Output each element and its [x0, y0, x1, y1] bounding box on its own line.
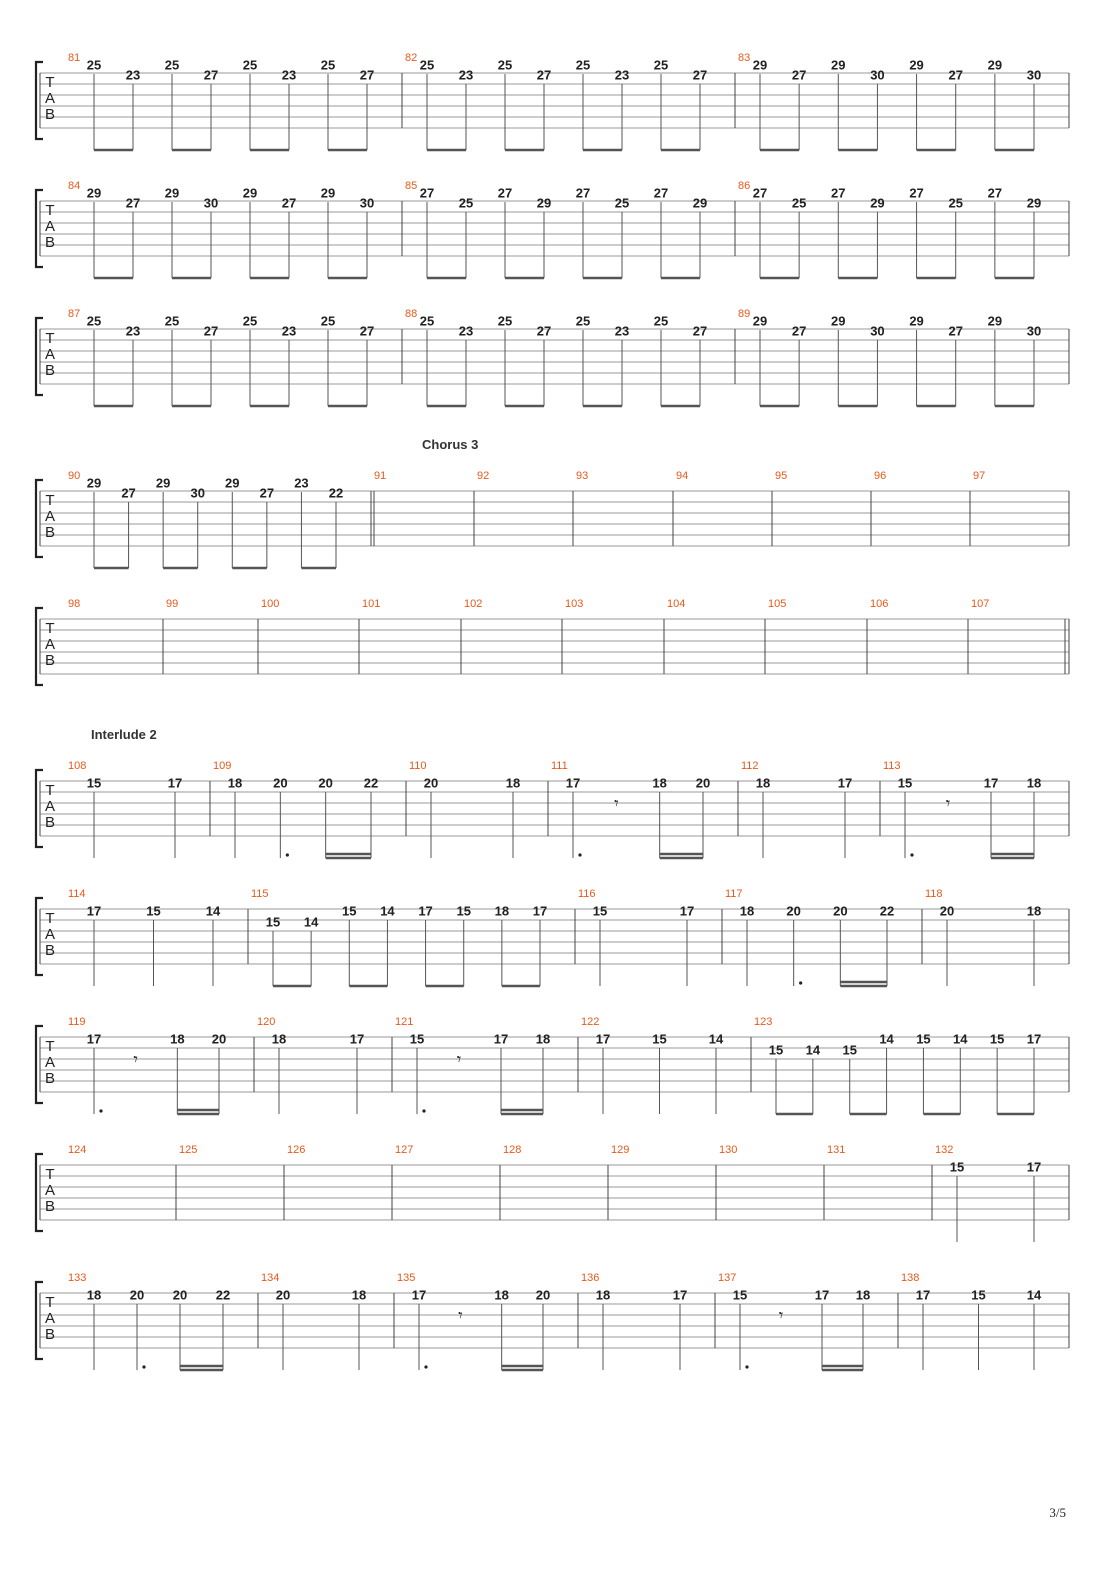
- fret-number: 17: [411, 1287, 427, 1303]
- fret-number: 27: [987, 185, 1003, 201]
- measure-number: 125: [179, 1144, 198, 1156]
- measure-number: 102: [464, 598, 483, 610]
- fret-number: 17: [349, 1031, 365, 1047]
- dot: [578, 853, 581, 856]
- fret-number: 18: [170, 1031, 185, 1047]
- fret-number: 22: [215, 1287, 231, 1303]
- measure-number: 111: [551, 760, 568, 772]
- measure-number: 123: [754, 1016, 773, 1028]
- fret-number: 27: [909, 185, 924, 201]
- eighth-rest: 𝄾: [456, 1050, 462, 1069]
- measure-number: 101: [362, 598, 381, 610]
- measure-number: 132: [935, 1144, 954, 1156]
- fret-number: 27: [203, 67, 219, 83]
- measure-number: 96: [874, 470, 887, 482]
- tab-clef-letter: A: [44, 508, 56, 525]
- fret-number: 25: [320, 57, 336, 73]
- measure-number: 134: [261, 1272, 280, 1284]
- measure-number: 119: [68, 1016, 86, 1028]
- tab-clef-letter: B: [44, 1070, 56, 1087]
- measure-number: 108: [68, 760, 87, 772]
- measure-number: 129: [611, 1144, 630, 1156]
- fret-number: 23: [281, 67, 297, 83]
- fret-number: 18: [535, 1031, 551, 1047]
- fret-number: 14: [953, 1031, 968, 1047]
- fret-number: 15: [652, 1031, 667, 1047]
- fret-number: 29: [242, 185, 258, 201]
- fret-number: 17: [167, 775, 183, 791]
- fret-number: 23: [125, 323, 141, 339]
- fret-number: 25: [419, 313, 435, 329]
- fret-number: 18: [739, 903, 755, 919]
- fret-number: 18: [227, 775, 243, 791]
- page-number: 3/5: [1049, 1505, 1066, 1520]
- fret-number: 17: [532, 903, 548, 919]
- fret-number: 23: [281, 323, 297, 339]
- eighth-rest: 𝄾: [778, 1306, 784, 1325]
- tab-clef-letter: T: [45, 782, 55, 799]
- tab-clef-letter: B: [44, 362, 56, 379]
- fret-number: 27: [791, 67, 807, 83]
- fret-number: 18: [755, 775, 771, 791]
- fret-number: 22: [879, 903, 895, 919]
- measure-number: 105: [768, 598, 787, 610]
- fret-number: 20: [318, 775, 333, 791]
- fret-number: 29: [831, 313, 846, 329]
- fret-number: 25: [86, 313, 102, 329]
- fret-number: 17: [672, 1287, 688, 1303]
- fret-number: 14: [380, 903, 395, 919]
- measure-number: 98: [68, 598, 81, 610]
- fret-number: 17: [679, 903, 695, 919]
- fret-number: 30: [203, 195, 219, 211]
- measure-number: 83: [738, 52, 751, 64]
- measure-number: 115: [251, 888, 269, 900]
- fret-number: 25: [164, 313, 180, 329]
- tab-clef-letter: A: [44, 218, 56, 235]
- measure-number: 124: [68, 1144, 87, 1156]
- fret-number: 18: [505, 775, 521, 791]
- fret-number: 29: [987, 57, 1003, 73]
- fret-number: 29: [536, 195, 552, 211]
- fret-number: 29: [909, 57, 924, 73]
- measure-number: 84: [68, 180, 81, 192]
- measure-number: 131: [827, 1144, 846, 1156]
- fret-number: 25: [653, 57, 669, 73]
- measure-number: 91: [374, 470, 387, 482]
- fret-number: 18: [86, 1287, 102, 1303]
- dot: [910, 853, 913, 856]
- fret-number: 25: [242, 57, 258, 73]
- fret-number: 18: [855, 1287, 871, 1303]
- fret-number: 18: [1026, 775, 1042, 791]
- tab-clef-letter: T: [45, 620, 55, 637]
- fret-number: 20: [273, 775, 288, 791]
- fret-number: 25: [242, 313, 258, 329]
- measure-number: 90: [68, 470, 81, 482]
- measure-number: 120: [257, 1016, 276, 1028]
- fret-number: 20: [786, 903, 801, 919]
- fret-number: 25: [497, 57, 513, 73]
- fret-number: 27: [536, 323, 552, 339]
- fret-number: 15: [146, 903, 161, 919]
- fret-number: 18: [271, 1031, 287, 1047]
- fret-number: 18: [1026, 903, 1042, 919]
- fret-number: 15: [342, 903, 357, 919]
- fret-number: 15: [916, 1031, 931, 1047]
- fret-number: 30: [359, 195, 375, 211]
- fret-number: 15: [409, 1031, 425, 1047]
- tab-clef-letter: B: [44, 106, 56, 123]
- fret-number: 15: [897, 775, 913, 791]
- measure-number: 130: [719, 1144, 738, 1156]
- fret-number: 29: [987, 313, 1003, 329]
- dot: [286, 853, 289, 856]
- dot: [99, 1109, 102, 1112]
- fret-number: 29: [320, 185, 336, 201]
- fret-number: 27: [125, 195, 141, 211]
- fret-number: 27: [359, 67, 375, 83]
- fret-number: 27: [536, 67, 552, 83]
- fret-number: 20: [423, 775, 439, 791]
- staff-system: [36, 598, 1069, 685]
- measure-number: 94: [676, 470, 689, 482]
- fret-number: 15: [971, 1287, 986, 1303]
- tab-clef-letter: A: [44, 90, 56, 107]
- fret-number: 17: [493, 1031, 509, 1047]
- tab-clef-letter: A: [44, 926, 56, 943]
- eighth-rest: 𝄾: [945, 794, 951, 813]
- fret-number: 27: [281, 195, 297, 211]
- fret-number: 20: [695, 775, 711, 791]
- measure-number: 82: [405, 52, 418, 64]
- fret-number: 25: [86, 57, 102, 73]
- measure-number: 137: [718, 1272, 737, 1284]
- fret-number: 27: [692, 323, 708, 339]
- measure-number: 121: [395, 1016, 414, 1028]
- measure-number: 109: [213, 760, 232, 772]
- measure-number: 138: [901, 1272, 920, 1284]
- measure-number: 135: [397, 1272, 416, 1284]
- fret-number: 23: [458, 323, 474, 339]
- fret-number: 14: [303, 914, 319, 930]
- staff-system: [36, 437, 1069, 568]
- tab-clef-letter: A: [44, 798, 56, 815]
- fret-number: 27: [121, 485, 136, 501]
- fret-number: 17: [86, 903, 102, 919]
- fret-number: 30: [1026, 67, 1042, 83]
- fret-number: 29: [752, 57, 768, 73]
- fret-number: 17: [915, 1287, 931, 1303]
- fret-number: 29: [752, 313, 768, 329]
- fret-number: 25: [575, 57, 591, 73]
- fret-number: 27: [692, 67, 708, 83]
- staff-system: [36, 52, 1069, 150]
- fret-number: 29: [909, 313, 924, 329]
- fret-number: 18: [494, 1287, 509, 1303]
- fret-number: 27: [419, 185, 435, 201]
- staff-system: [36, 308, 1069, 406]
- fret-number: 27: [831, 185, 846, 201]
- fret-number: 25: [497, 313, 513, 329]
- fret-number: 14: [879, 1031, 894, 1047]
- staff-system: [36, 180, 1069, 278]
- tab-clef-letter: B: [44, 234, 56, 251]
- fret-number: 25: [419, 57, 435, 73]
- measure-number: 116: [578, 888, 596, 900]
- fret-number: 29: [164, 185, 180, 201]
- dot: [745, 1365, 748, 1368]
- measure-number: 95: [775, 470, 788, 482]
- measure-number: 87: [68, 308, 81, 320]
- fret-number: 25: [458, 195, 474, 211]
- eighth-rest: 𝄾: [133, 1050, 138, 1069]
- fret-number: 29: [225, 475, 240, 491]
- fret-number: 25: [791, 195, 807, 211]
- measure-number: 118: [925, 888, 943, 900]
- measure-number: 114: [68, 888, 86, 900]
- fret-number: 20: [939, 903, 955, 919]
- eighth-rest: 𝄾: [614, 794, 619, 813]
- fret-number: 15: [768, 1042, 784, 1058]
- fret-number: 15: [456, 903, 471, 919]
- tab-clef-letter: A: [44, 1054, 56, 1071]
- tab-clef-letter: A: [44, 346, 56, 363]
- fret-number: 20: [275, 1287, 291, 1303]
- fret-number: 27: [752, 185, 768, 201]
- fret-number: 22: [328, 485, 344, 501]
- tab-clef-letter: B: [44, 1326, 56, 1343]
- fret-number: 25: [575, 313, 591, 329]
- staff-system: [36, 1016, 1069, 1114]
- fret-number: 27: [948, 323, 963, 339]
- fret-number: 30: [870, 323, 885, 339]
- fret-number: 25: [653, 313, 669, 329]
- fret-number: 14: [205, 903, 221, 919]
- fret-number: 20: [833, 903, 848, 919]
- fret-number: 25: [948, 195, 963, 211]
- fret-number: 30: [870, 67, 885, 83]
- measure-number: 88: [405, 308, 418, 320]
- section-title: Chorus 3: [422, 437, 479, 452]
- fret-number: 25: [164, 57, 180, 73]
- fret-number: 17: [814, 1287, 830, 1303]
- staff-system: [36, 1144, 1069, 1242]
- fret-number: 22: [363, 775, 379, 791]
- measure-number: 122: [581, 1016, 600, 1028]
- measure-number: 93: [576, 470, 589, 482]
- tab-clef-letter: T: [45, 330, 55, 347]
- measure-number: 126: [287, 1144, 306, 1156]
- measure-number: 107: [971, 598, 990, 610]
- fret-number: 29: [870, 195, 885, 211]
- fret-number: 14: [708, 1031, 724, 1047]
- tab-clef-letter: A: [44, 636, 56, 653]
- tab-clef-letter: B: [44, 942, 56, 959]
- fret-number: 17: [837, 775, 853, 791]
- measure-number: 85: [405, 180, 418, 192]
- tab-clef-letter: B: [44, 524, 56, 541]
- fret-number: 14: [1026, 1287, 1042, 1303]
- staff-system: [36, 1272, 1069, 1370]
- fret-number: 23: [458, 67, 474, 83]
- fret-number: 27: [497, 185, 513, 201]
- measure-number: 81: [68, 52, 81, 64]
- fret-number: 29: [155, 475, 171, 491]
- fret-number: 15: [989, 1031, 1005, 1047]
- measure-number: 92: [477, 470, 490, 482]
- tab-clef-letter: B: [44, 1198, 56, 1215]
- measure-number: 113: [883, 760, 901, 772]
- fret-number: 17: [1026, 1031, 1042, 1047]
- fret-number: 23: [294, 475, 309, 491]
- tab-clef-letter: T: [45, 202, 55, 219]
- fret-number: 17: [1026, 1159, 1042, 1175]
- measure-number: 89: [738, 308, 751, 320]
- fret-number: 27: [791, 323, 807, 339]
- dot: [422, 1109, 425, 1112]
- fret-number: 29: [1026, 195, 1042, 211]
- fret-number: 18: [494, 903, 510, 919]
- fret-number: 20: [129, 1287, 145, 1303]
- fret-number: 18: [351, 1287, 367, 1303]
- fret-number: 23: [125, 67, 141, 83]
- measure-number: 99: [166, 598, 179, 610]
- fret-number: 20: [535, 1287, 551, 1303]
- fret-number: 18: [652, 775, 667, 791]
- measure-number: 117: [725, 888, 743, 900]
- fret-number: 17: [418, 903, 433, 919]
- fret-number: 20: [172, 1287, 188, 1303]
- staff-system: [36, 727, 1069, 858]
- tab-clef-letter: T: [45, 74, 55, 91]
- fret-number: 14: [805, 1042, 821, 1058]
- tab-clef-letter: T: [45, 492, 55, 509]
- fret-number: 15: [842, 1042, 857, 1058]
- fret-number: 23: [614, 67, 630, 83]
- measure-number: 133: [68, 1272, 87, 1284]
- eighth-rest: 𝄾: [458, 1306, 463, 1325]
- fret-number: 15: [86, 775, 102, 791]
- measure-number: 136: [581, 1272, 600, 1284]
- section-title: Interlude 2: [91, 727, 157, 742]
- measure-number: 104: [667, 598, 686, 610]
- measure-number: 103: [565, 598, 584, 610]
- fret-number: 15: [265, 914, 281, 930]
- fret-number: 15: [732, 1287, 748, 1303]
- measure-number: 127: [395, 1144, 414, 1156]
- fret-number: 15: [949, 1159, 965, 1175]
- measure-number: 128: [503, 1144, 522, 1156]
- fret-number: 17: [983, 775, 999, 791]
- fret-number: 20: [211, 1031, 227, 1047]
- fret-number: 29: [692, 195, 708, 211]
- tab-clef-letter: A: [44, 1310, 56, 1327]
- fret-number: 17: [595, 1031, 611, 1047]
- fret-number: 27: [948, 67, 963, 83]
- fret-number: 30: [190, 485, 205, 501]
- measure-number: 97: [973, 470, 986, 482]
- tab-clef-letter: T: [45, 1294, 55, 1311]
- tab-clef-letter: T: [45, 910, 55, 927]
- fret-number: 27: [575, 185, 591, 201]
- tab-clef-letter: A: [44, 1182, 56, 1199]
- dot: [799, 981, 802, 984]
- measure-number: 100: [261, 598, 280, 610]
- staff-system: [36, 888, 1069, 986]
- fret-number: 27: [653, 185, 669, 201]
- dot: [424, 1365, 427, 1368]
- fret-number: 17: [565, 775, 581, 791]
- dot: [142, 1365, 145, 1368]
- fret-number: 27: [259, 485, 275, 501]
- measure-number: 106: [870, 598, 889, 610]
- fret-number: 25: [614, 195, 630, 211]
- fret-number: 29: [831, 57, 846, 73]
- fret-number: 23: [614, 323, 630, 339]
- fret-number: 27: [203, 323, 219, 339]
- measure-number: 86: [738, 180, 751, 192]
- fret-number: 17: [86, 1031, 102, 1047]
- measure-number: 112: [741, 760, 759, 772]
- fret-number: 18: [595, 1287, 611, 1303]
- measure-number: 110: [409, 760, 427, 772]
- tab-clef-letter: T: [45, 1038, 55, 1055]
- fret-number: 29: [86, 475, 102, 491]
- fret-number: 30: [1026, 323, 1042, 339]
- fret-number: 15: [592, 903, 608, 919]
- tab-clef-letter: B: [44, 652, 56, 669]
- fret-number: 27: [359, 323, 375, 339]
- tab-clef-letter: T: [45, 1166, 55, 1183]
- fret-number: 25: [320, 313, 336, 329]
- fret-number: 29: [86, 185, 102, 201]
- tab-clef-letter: B: [44, 814, 56, 831]
